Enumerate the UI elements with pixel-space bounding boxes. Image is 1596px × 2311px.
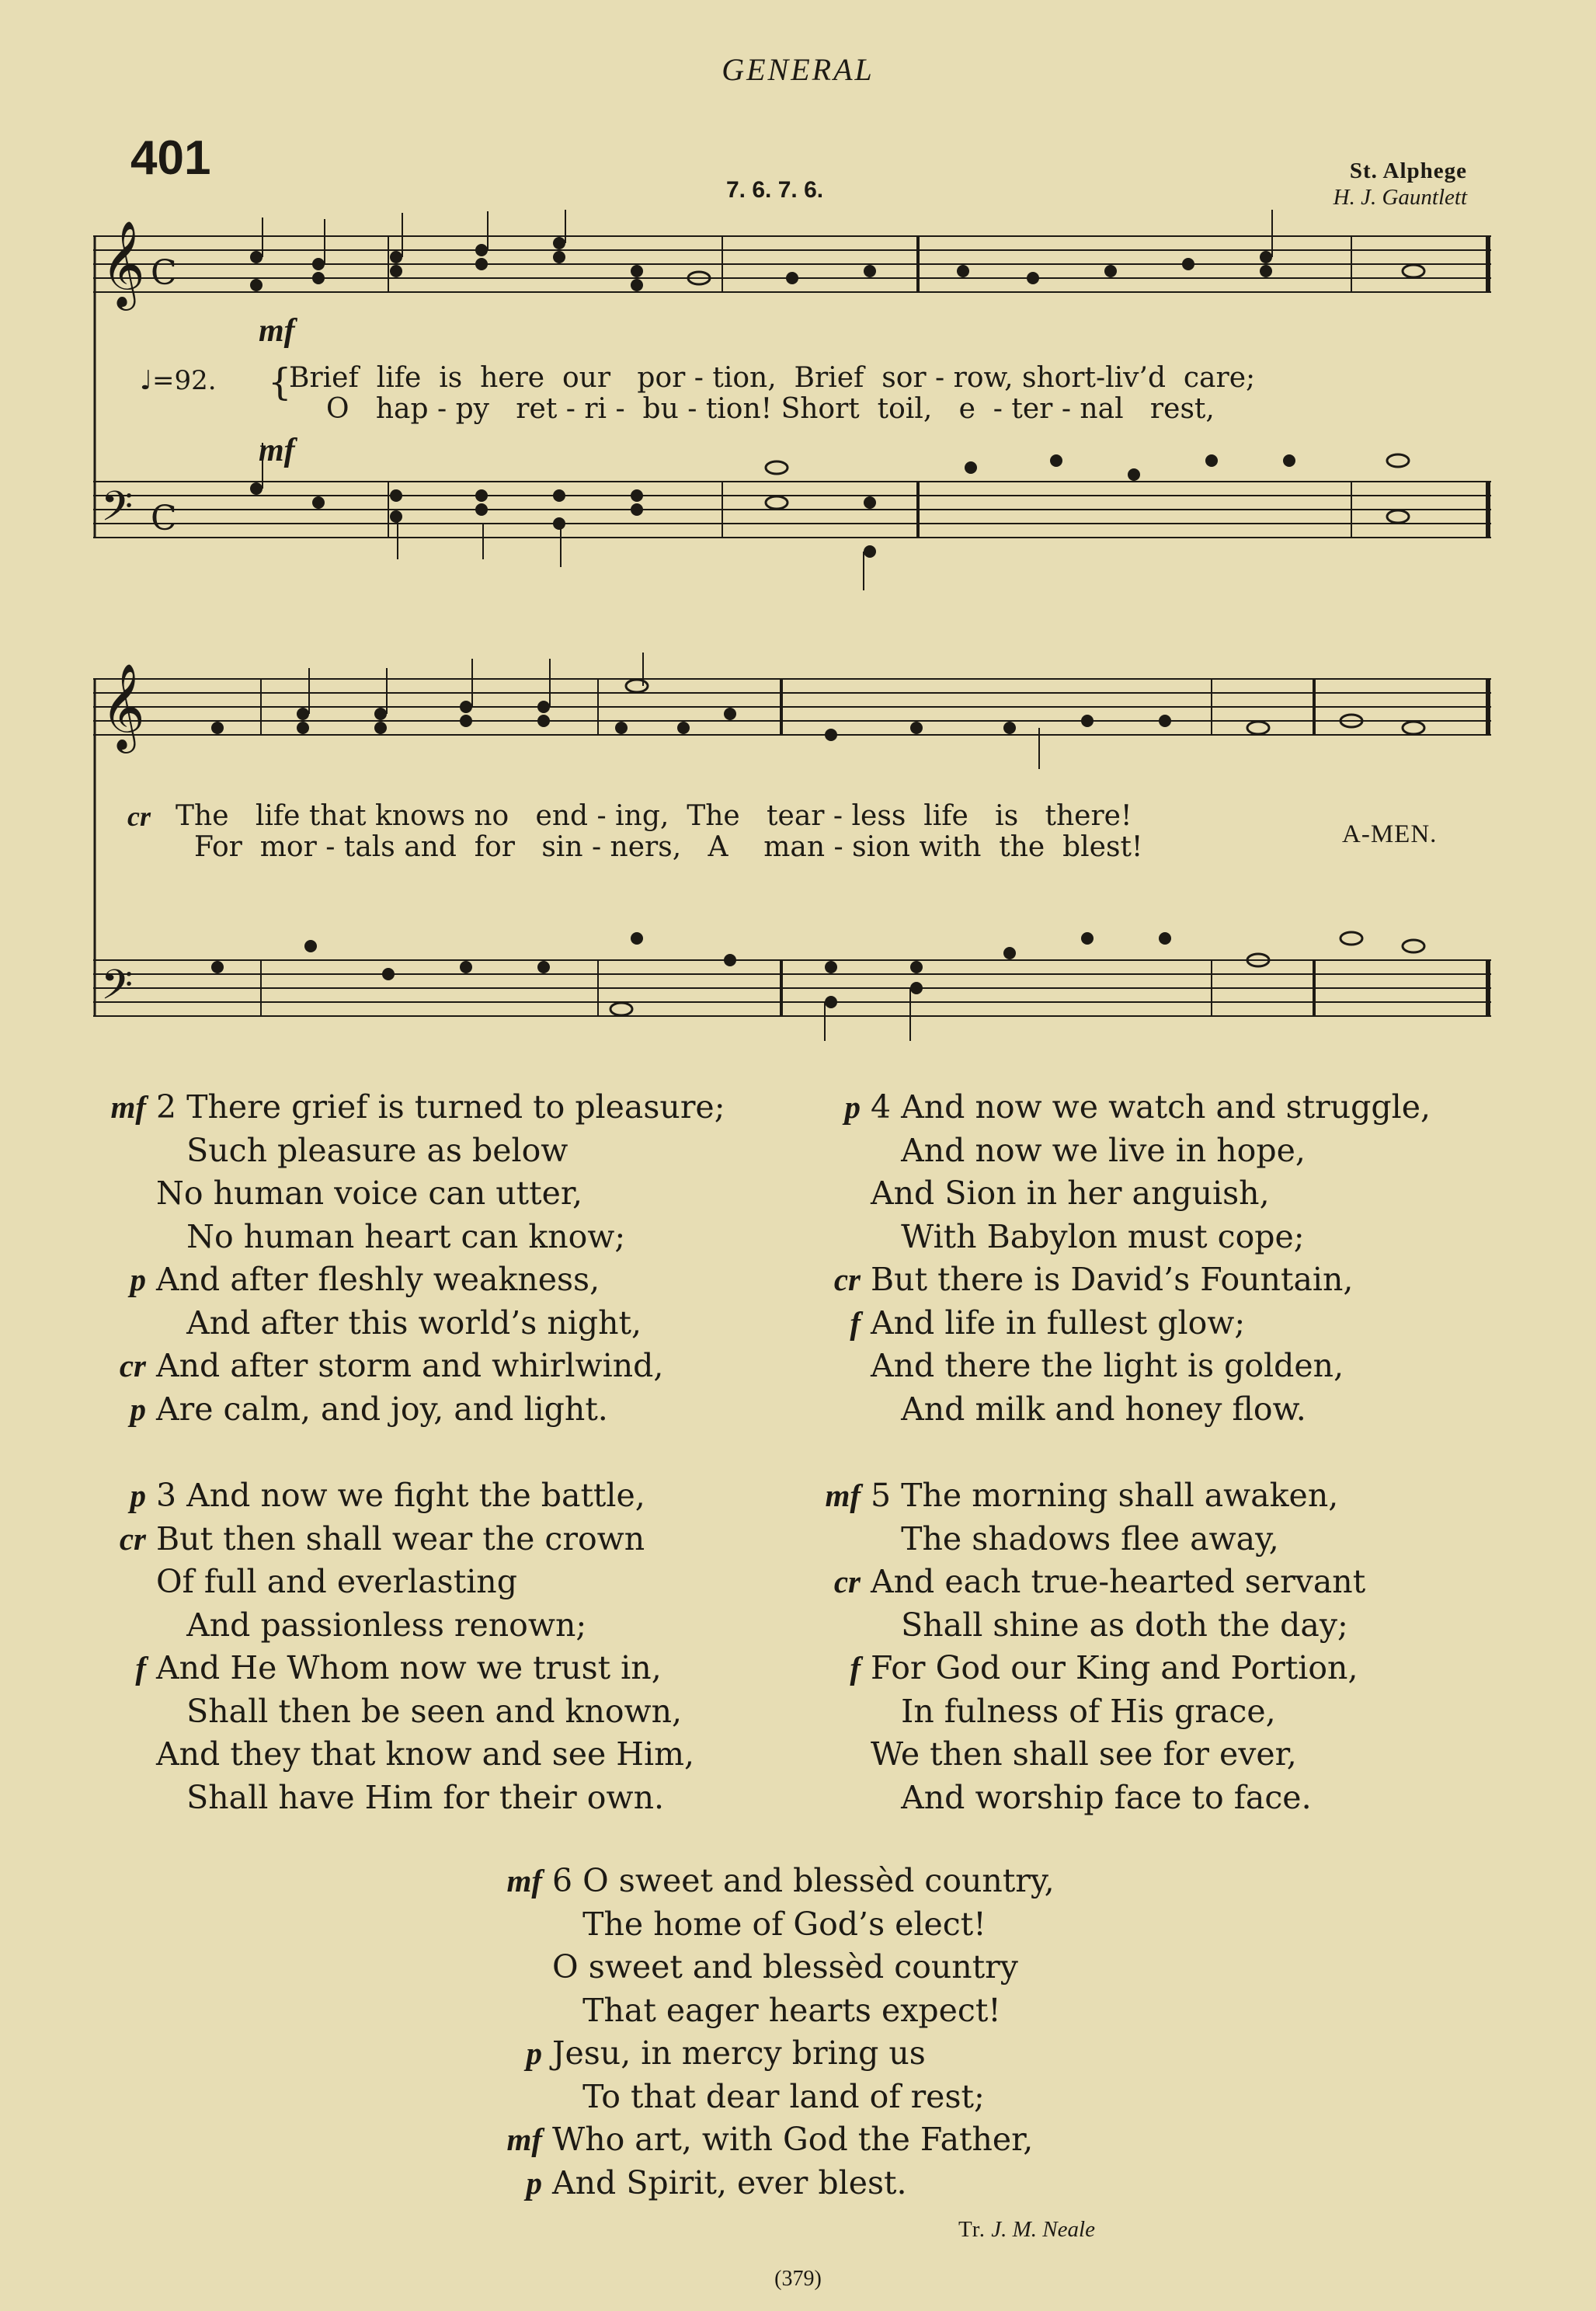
verse-4 xyxy=(800,1086,1431,1431)
verse-line: cr But then shall wear the crown xyxy=(119,1519,645,1557)
dynamic-cr-line2: cr xyxy=(127,801,151,832)
verse-line: mf 5 The morning shall awaken, xyxy=(825,1477,1339,1514)
verse-5 xyxy=(800,1474,1365,1819)
verse-line: And passionless renown; xyxy=(156,1606,587,1644)
verse-line: O sweet and blessèd country xyxy=(552,1948,1018,1986)
verse-line: And there the light is golden, xyxy=(871,1347,1344,1384)
verse-line: To that dear land of rest; xyxy=(552,2077,985,2115)
translator-credit xyxy=(958,2217,1095,2243)
verse-line: mf 6 O sweet and blessèd country, xyxy=(506,1862,1055,1899)
verse-line: Such pleasure as below xyxy=(156,1131,569,1169)
meter: 7. 6. 7. 6. xyxy=(726,177,824,203)
verse-line: And after this world’s night, xyxy=(156,1303,642,1342)
verse-line: mf 2 There grief is turned to pleasure; xyxy=(110,1088,725,1126)
tune-composer: H. J. Gauntlett xyxy=(1333,185,1467,210)
verse-line: And Sion in her anguish, xyxy=(871,1175,1270,1212)
verse-line: And now we live in hope, xyxy=(871,1131,1306,1169)
verse-line: No human voice can utter, xyxy=(156,1175,583,1212)
verse-line: mf Who art, with God the Father, xyxy=(506,2121,1034,2158)
verse-line: Shall have Him for their own. xyxy=(156,1778,665,1816)
lyric-verse1-line2: O hap - py ret - ri - bu - tion! Short toil, e - ter - nal rest, xyxy=(326,393,1215,425)
verse-line: With Babylon must cope; xyxy=(871,1217,1305,1255)
verse-line: p And Spirit, ever blest. xyxy=(526,2163,907,2201)
translator-name: J. M. Neale xyxy=(991,2217,1095,2242)
verse-line: p Jesu, in mercy bring us xyxy=(526,2034,926,2072)
metronome-marking: ♩=92. xyxy=(140,365,217,396)
verse-line: The shadows flee away, xyxy=(871,1519,1279,1557)
dynamic-treble-1: mf xyxy=(259,313,295,349)
svg-text:𝄢: 𝄢 xyxy=(101,483,134,541)
verse-line: We then shall see for ever, xyxy=(871,1735,1297,1773)
verse-3 xyxy=(85,1474,694,1819)
brace-symbol: { xyxy=(268,360,292,404)
lyric-verse1-line1: Brief life is here our por - tion, Brief sor - row, short-liv’d care; xyxy=(289,362,1256,394)
verse-6 xyxy=(482,1860,1055,2205)
verse-line: No human heart can know; xyxy=(156,1217,626,1255)
verse-line: f And life in fullest glow; xyxy=(850,1303,1246,1342)
lyric-verse1-line3: The life that knows no end - ing, The tear - less life is there! xyxy=(176,800,1132,832)
svg-text:𝄞: 𝄞 xyxy=(101,220,145,307)
verse-line: And they that know and see Him, xyxy=(156,1735,695,1773)
hymn-number: 401 xyxy=(130,131,211,185)
verse-line: f And He Whom now we trust in, xyxy=(135,1649,662,1686)
lyric-verse1-line4: For mor - tals and for sin - ners, A man - sion with the blest! xyxy=(194,831,1143,863)
amen-label: A-MEN. xyxy=(1342,820,1438,848)
svg-text:𝄞: 𝄞 xyxy=(101,663,145,750)
verse-line: In fulness of His grace, xyxy=(871,1692,1276,1730)
verse-line: p And after fleshly weakness, xyxy=(130,1261,600,1298)
verse-line: That eager hearts expect! xyxy=(552,1991,1001,2029)
translator-prefix: Tr. xyxy=(958,2217,986,2242)
page-number: (379) xyxy=(774,2267,822,2291)
verse-line: p Are calm, and joy, and light. xyxy=(130,1390,608,1428)
verse-line: The home of God’s elect! xyxy=(552,1905,986,1943)
verse-line: And milk and honey flow. xyxy=(871,1390,1306,1428)
svg-text:𝄢: 𝄢 xyxy=(101,962,134,1019)
verse-line: Shall then be seen and known, xyxy=(156,1692,683,1730)
verse-line: cr And after storm and whirlwind, xyxy=(119,1347,664,1384)
verse-line: Of full and everlasting xyxy=(156,1563,517,1600)
verse-line: cr And each true-hearted servant xyxy=(833,1563,1366,1600)
verse-line: p 3 And now we fight the battle, xyxy=(130,1477,645,1514)
section-title: GENERAL xyxy=(722,52,874,87)
verse-line: f For God our King and Portion, xyxy=(850,1649,1358,1686)
verse-line: p 4 And now we watch and struggle, xyxy=(844,1088,1431,1126)
svg-text:C: C xyxy=(151,499,177,538)
verse-line: cr But there is David’s Fountain, xyxy=(833,1261,1354,1298)
tune-name: St. Alphege xyxy=(1349,158,1467,183)
verse-line: And worship face to face. xyxy=(871,1778,1312,1816)
dynamic-bass-1: mf xyxy=(259,433,295,468)
verse-line: Shall shine as doth the day; xyxy=(871,1606,1348,1644)
svg-text:C: C xyxy=(151,253,177,293)
verse-2 xyxy=(85,1086,725,1431)
